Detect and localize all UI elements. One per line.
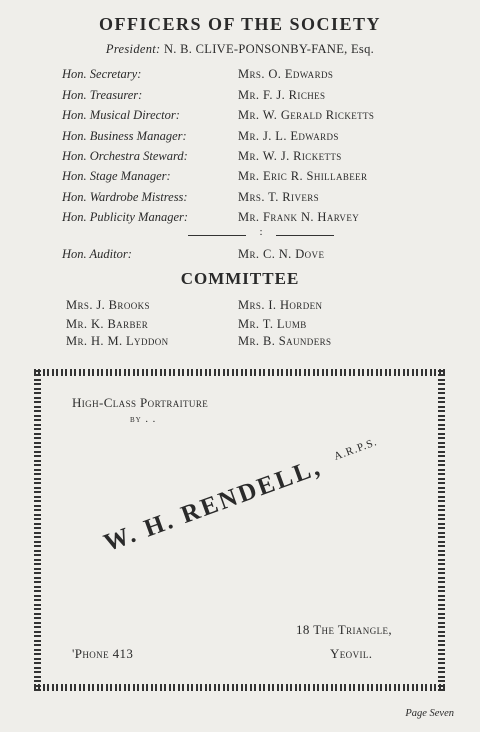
photographer-name: W. H. RENDELL, (100, 453, 326, 558)
committee-member: Mr. B. Saunders (238, 334, 332, 348)
border-edge-right (438, 369, 445, 691)
advert-phone: 'Phone 413 (72, 646, 134, 661)
officer-name: Mrs. T. Rivers (238, 190, 320, 204)
divider-line-right (276, 235, 334, 236)
officer-role: Hon. Publicity Manager: (62, 210, 189, 224)
officer-name: Mrs. O. Edwards (238, 67, 334, 81)
president-line (0, 42, 480, 57)
officer-role: Hon. Business Manager: (62, 129, 187, 143)
border-edge-top (34, 369, 445, 376)
committee-member: Mr. K. Barber (66, 317, 149, 331)
officer-role: Hon. Treasurer: (62, 88, 143, 102)
officer-role: Hon. Musical Director: (62, 108, 180, 122)
officer-name: Mr. J. L. Edwards (238, 129, 339, 143)
advert-by: by . . (130, 414, 157, 425)
officer-name: Mr. Frank N. Harvey (238, 210, 360, 224)
officer-name: Mr. F. J. Riches (238, 88, 326, 102)
divider-mark: : (259, 226, 263, 238)
president-name: N. B. CLIVE-PONSONBY-FANE, Esq. (163, 42, 375, 56)
committee-member: Mr. H. M. Lyddon (66, 334, 169, 348)
committee-member: Mr. T. Lumb (238, 317, 307, 331)
officer-role: Hon. Wardrobe Mistress: (62, 190, 188, 204)
committee-member: Mrs. J. Brooks (66, 298, 150, 312)
committee-member: Mrs. I. Horden (238, 298, 323, 312)
section-divider (188, 226, 334, 239)
advert-address-line1: 18 The Triangle, (296, 622, 393, 637)
page-title: OFFICERS OF THE SOCIETY (98, 14, 382, 34)
committee-title: COMMITTEE (180, 269, 300, 288)
auditor-name: Mr. C. N. Dove (238, 247, 325, 261)
officer-name: Mr. W. J. Ricketts (238, 149, 342, 163)
photographer-qualification: A.R.P.S. (332, 436, 379, 463)
divider-line-left (188, 235, 246, 236)
auditor-role: Hon. Auditor: (62, 247, 132, 261)
officer-role: Hon. Stage Manager: (62, 169, 171, 183)
officer-name: Mr. W. Gerald Ricketts (238, 108, 375, 122)
officer-role: Hon. Secretary: (62, 67, 142, 81)
advert-address-line2: Yeovil. (330, 646, 373, 661)
president-role: President: (105, 42, 161, 56)
advert-border (34, 369, 445, 691)
border-edge-left (34, 369, 41, 691)
officer-role: Hon. Orchestra Steward: (62, 149, 188, 163)
officer-name: Mr. Eric R. Shillabeer (238, 169, 368, 183)
border-edge-bottom (34, 684, 445, 691)
page-footer: Page Seven (405, 708, 454, 719)
advert-headline: High-Class Portraiture (72, 395, 209, 410)
